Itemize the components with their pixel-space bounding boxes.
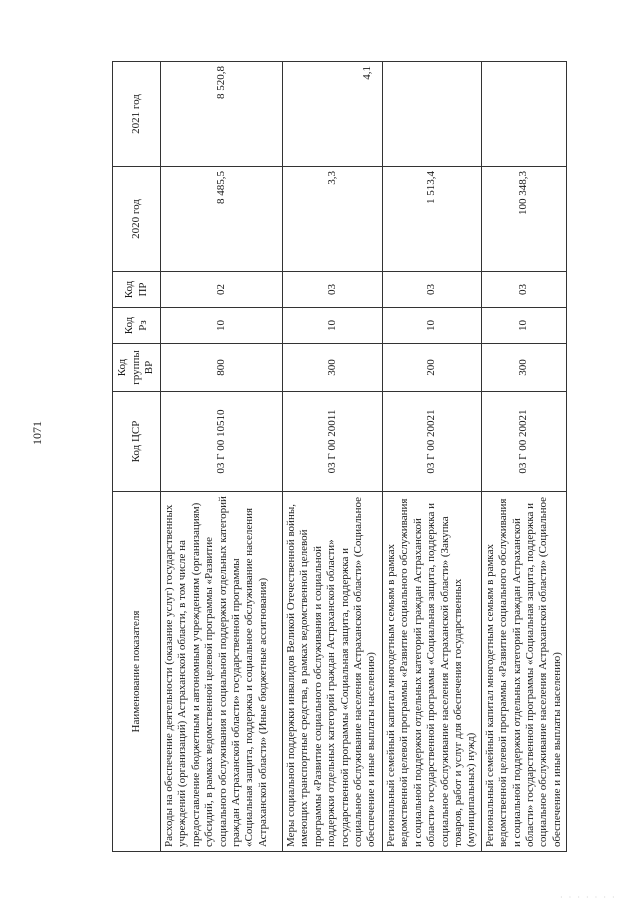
row-csr: 03 Г 00 10510 bbox=[161, 392, 283, 492]
row-csr: 03 Г 00 20011 bbox=[283, 392, 383, 492]
row-name: Региональный семейный капитал многодетным семьям в рамках ведомственной целевой программы «Развитие социального обслуживания и социальной поддержки отдельных категорий граждан Астраханской области» государственной программы «Социальная защита, поддержка и социальное обслуживание населения Астраханской области» (Закупка товаров, работ и услуг для обеспечения государственных (муниципальных) нужд) bbox=[383, 492, 482, 852]
row-vr: 800 bbox=[161, 344, 283, 392]
scan-noise: · · · · · · · bbox=[560, 893, 617, 902]
budget-table bbox=[112, 61, 567, 852]
row-pr: 02 bbox=[161, 272, 283, 308]
table-row bbox=[283, 62, 383, 852]
rotated-table-sheet bbox=[112, 62, 563, 852]
row-2021 bbox=[383, 62, 482, 167]
row-rz: 10 bbox=[481, 308, 566, 344]
header-pr: Код ПР bbox=[113, 272, 161, 308]
row-vr: 300 bbox=[283, 344, 383, 392]
page-number: 1071 bbox=[30, 421, 44, 445]
row-csr: 03 Г 00 20021 bbox=[481, 392, 566, 492]
row-2021 bbox=[481, 62, 566, 167]
row-rz: 10 bbox=[383, 308, 482, 344]
table-row bbox=[383, 62, 482, 852]
row-2020: 1 513,4 bbox=[383, 167, 482, 272]
row-name: Региональный семейный капитал многодетным семьям в рамках ведомственной целевой программы «Развитие социального обслуживания и социальной поддержки отдельных категорий граждан Астраханской области» государственной программы «Социальная защита, поддержка и социальное обслуживание населения Астраханской области» (Социальное обеспечение и иные выплаты населению) bbox=[481, 492, 566, 852]
header-2020: 2020 год bbox=[113, 167, 161, 272]
row-vr: 200 bbox=[383, 344, 482, 392]
row-rz: 10 bbox=[161, 308, 283, 344]
row-2020: 8 485,5 bbox=[161, 167, 283, 272]
table-header-row bbox=[113, 62, 161, 852]
row-csr: 03 Г 00 20021 bbox=[383, 392, 482, 492]
header-csr: Код ЦСР bbox=[113, 392, 161, 492]
row-name: Меры социальной поддержки инвалидов Великой Отечественной войны, имеющих транспортные средства, в рамках ведомственной целевой программы «Развитие социального обслуживания и социальной поддержки отдельных категорий граждан Астраханской области» государственной программы «Социальная защита, поддержка и социальное обслуживание населения Астраханской области» (Социальное обеспечение и иные выплаты населению) bbox=[283, 492, 383, 852]
row-pr: 03 bbox=[283, 272, 383, 308]
row-2021: 8 520,8 bbox=[161, 62, 283, 167]
row-2020: 3,3 bbox=[283, 167, 383, 272]
row-name: Расходы на обеспечение деятельности (оказание услуг) государственных учреждений (организаций) Астраханской области, в том числе на предоставление бюджетным и автономным учреждениям (организациям) субсидий, в рамках ведомственной целевой программы «Развитие социального обслуживания и социальной поддержки отдельных категорий граждан Астраханской области» государственной программы «Социальная защита, поддержка и социальное обслуживание населения Астраханской области» (Иные бюджетные ассигнования) bbox=[161, 492, 283, 852]
row-2021: 4,1 bbox=[283, 62, 383, 167]
row-pr: 03 bbox=[481, 272, 566, 308]
row-2020: 100 348,3 bbox=[481, 167, 566, 272]
header-2021: 2021 год bbox=[113, 62, 161, 167]
header-vr: Код группы ВР bbox=[113, 344, 161, 392]
row-pr: 03 bbox=[383, 272, 482, 308]
header-name: Наименование показателя bbox=[113, 492, 161, 852]
table-row bbox=[161, 62, 283, 852]
header-rz: Код Рз bbox=[113, 308, 161, 344]
row-vr: 300 bbox=[481, 344, 566, 392]
table-row bbox=[481, 62, 566, 852]
row-rz: 10 bbox=[283, 308, 383, 344]
